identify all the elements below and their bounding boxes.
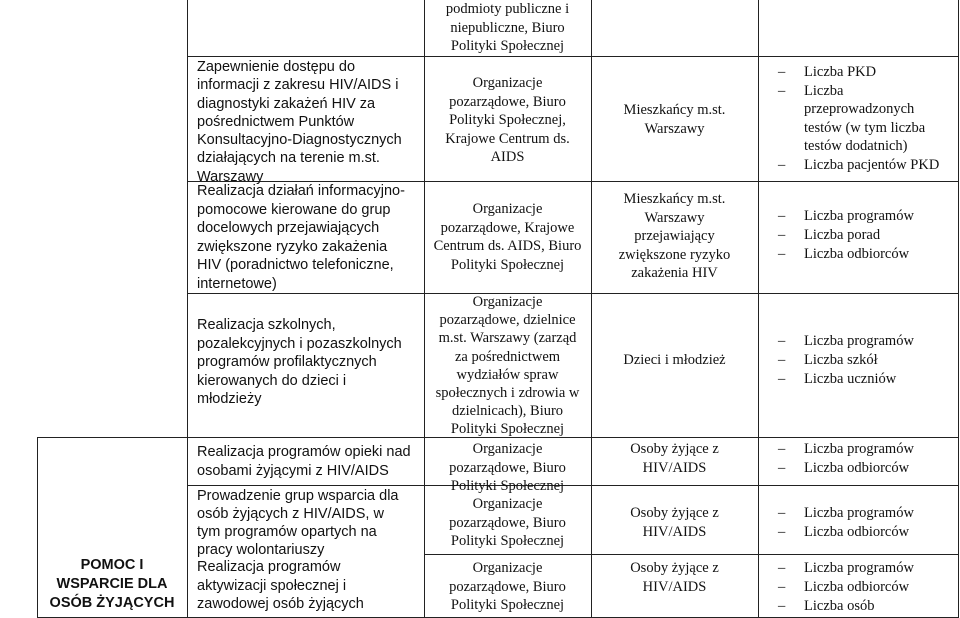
dash-icon: –: [778, 524, 786, 540]
activity-line: programów profilaktycznych: [197, 354, 377, 371]
activity-line: docelowych przejawiających: [197, 220, 380, 237]
executor-line: pozarządowe, Biuro: [449, 578, 566, 595]
indicator-text: Liczba pacjentów PKD: [804, 156, 940, 173]
activity-cell: [197, 182, 405, 294]
dash-icon: –: [778, 598, 786, 614]
executor-cell: [424, 0, 591, 56]
recipient-cell: [591, 504, 758, 542]
executor-cell: [424, 74, 591, 167]
table-border: [758, 0, 759, 618]
executor-cell: [424, 440, 591, 496]
activity-line: internetowe): [197, 275, 277, 292]
indicator-text: Liczba: [804, 82, 844, 99]
recipient-cell: [591, 101, 758, 139]
recipient-line: zakażenia HIV: [631, 265, 718, 282]
recipient-cell: [591, 440, 758, 478]
executor-line: Polityki Społecznej: [450, 597, 565, 613]
indicator-text: Liczba programów: [804, 208, 914, 224]
indicator-cell: [778, 63, 958, 174]
indicator-item: [778, 440, 958, 459]
recipient-line: zwiększone ryzyko: [618, 246, 731, 263]
executor-line: Krajowe Centrum ds.: [445, 130, 570, 147]
table-border: [187, 0, 188, 618]
executor-line: społecznych i zdrowia w: [435, 385, 580, 402]
dash-icon: –: [778, 64, 786, 80]
indicator-item: [778, 523, 958, 542]
activity-line: Realizacja działań informacyjno-: [197, 183, 405, 199]
recipient-cell: [591, 190, 758, 283]
executor-cell: [424, 293, 591, 439]
activity-line: pozalekcyjnych i pozaszkolnych: [197, 335, 402, 352]
executor-line: pozarządowe, dzielnice: [439, 312, 576, 329]
executor-line: Organizacje: [472, 496, 543, 512]
executor-line: niepubliczne, Biuro: [450, 19, 565, 36]
recipient-line: Osoby żyjące z: [630, 560, 719, 576]
activity-line: osób żyjących z HIV/AIDS, w: [197, 506, 384, 522]
executor-line: Organizacje: [472, 560, 543, 576]
indicator-text: Liczba szkół: [804, 352, 878, 368]
indicator-text: Liczba odbiorców: [804, 524, 910, 540]
executor-line: podmioty publiczne i: [445, 1, 570, 17]
indicator-text: testów (w tym liczba: [804, 119, 926, 136]
activity-cell: [197, 558, 364, 614]
recipient-line: Warszawy: [644, 121, 705, 137]
executor-line: Organizacje: [472, 294, 543, 310]
indicator-item: [778, 370, 958, 389]
recipient-line: przejawiający: [634, 228, 715, 245]
indicator-item: [778, 332, 958, 351]
executor-line: Polityki Społecznej: [450, 256, 565, 273]
activity-cell: [197, 316, 402, 409]
activity-line: pośrednictwem Punktów: [197, 113, 355, 130]
recipient-line: HIV/AIDS: [642, 579, 707, 595]
indicator-text: Liczba porad: [804, 227, 881, 243]
indicator-item: [778, 597, 958, 616]
activity-line: Konsultacyjno-Diagnostycznych: [197, 132, 402, 149]
indicator-text: Liczba uczniów: [804, 371, 897, 387]
activity-line: tym programów opartych na: [197, 524, 377, 540]
section-header-line: POMOC I: [80, 557, 144, 573]
dash-icon: –: [778, 352, 786, 368]
activity-line: Realizacja szkolnych,: [197, 317, 336, 333]
dash-icon: –: [778, 246, 786, 262]
executor-line: za pośrednictwem: [454, 348, 561, 365]
indicator-text: Liczba programów: [804, 505, 914, 521]
indicator-item: [778, 63, 958, 82]
executor-line: Organizacje: [472, 441, 543, 457]
executor-line: Organizacje: [472, 75, 543, 91]
indicator-cell: [778, 559, 958, 616]
dash-icon: –: [778, 82, 786, 99]
recipient-line: Osoby żyjące z: [630, 505, 719, 521]
indicator-item: [778, 226, 958, 245]
dash-icon: –: [778, 460, 786, 476]
indicator-text: Liczba PKD: [804, 64, 877, 80]
executor-line: AIDS: [490, 149, 525, 165]
activity-line: pracy wolontariuszy: [197, 542, 325, 558]
dash-icon: –: [778, 208, 786, 224]
dash-icon: –: [778, 505, 786, 521]
activity-line: działających na terenie m.st.: [197, 150, 380, 167]
table-border: [187, 56, 959, 57]
indicator-item: [778, 207, 958, 226]
indicator-text: Liczba odbiorców: [804, 246, 910, 262]
table-border: [424, 554, 959, 555]
activity-cell: [197, 443, 411, 480]
activity-cell: [197, 58, 402, 186]
executor-line: m.st. Warszawy (zarząd: [438, 330, 577, 347]
indicator-text: przeprowadzonych: [804, 101, 915, 117]
indicator-cell: [778, 504, 958, 542]
executor-line: Polityki Społecznej: [450, 421, 565, 438]
activity-line: Warszawy: [197, 168, 264, 185]
section-header-line: OSÓB ŻYJĄCYCH: [49, 595, 175, 611]
activity-line: aktywizacji społecznej i: [197, 577, 347, 594]
executor-cell: [424, 559, 591, 615]
dash-icon: –: [778, 156, 786, 173]
executor-line: Polityki Społecznej: [450, 38, 565, 54]
dash-icon: –: [778, 560, 786, 576]
activity-line: Realizacja programów: [197, 559, 341, 575]
indicator-item: [778, 245, 958, 264]
indicator-text: Liczba programów: [804, 560, 914, 576]
executor-line: pozarządowe, Biuro: [449, 459, 566, 476]
indicator-cell: [778, 207, 958, 264]
recipient-line: Warszawy: [644, 209, 705, 226]
dash-icon: –: [778, 579, 786, 595]
executor-line: pozarządowe, Biuro: [449, 93, 566, 110]
indicator-text: testów dodatnich): [804, 138, 908, 154]
indicator-item: [778, 459, 958, 478]
indicator-item: [778, 578, 958, 597]
activity-line: diagnostyki zakażeń HIV za: [197, 95, 376, 112]
indicator-text: Liczba osób: [804, 598, 875, 614]
recipient-line: Osoby żyjące z: [630, 441, 719, 457]
indicator-item: [778, 351, 958, 370]
executor-line: Polityki Społecznej: [450, 533, 565, 549]
executor-cell: [424, 495, 591, 551]
executor-line: wydziałów spraw: [456, 366, 559, 383]
executor-line: Centrum ds. AIDS, Biuro: [433, 238, 582, 254]
indicator-item: [778, 156, 958, 175]
indicator-text: Liczba programów: [804, 441, 914, 457]
recipient-line: HIV/AIDS: [642, 460, 707, 476]
indicator-item: [778, 504, 958, 523]
table-border: [958, 0, 959, 618]
executor-line: dzielnicach), Biuro: [451, 403, 564, 420]
dash-icon: –: [778, 227, 786, 243]
recipient-line: Mieszkańcy m.st.: [623, 102, 726, 118]
activity-line: Zapewnienie dostępu do: [197, 59, 356, 75]
activity-line: HIV (poradnictwo telefoniczne,: [197, 257, 394, 274]
activity-line: informacji z zakresu HIV/AIDS i: [197, 77, 399, 94]
recipient-cell: [591, 351, 758, 370]
recipient-cell: [591, 559, 758, 597]
activity-cell: [197, 487, 399, 559]
dash-icon: –: [778, 441, 786, 457]
indicator-text: Liczba programów: [804, 333, 914, 349]
activity-line: zawodowej osób żyjących: [197, 596, 364, 613]
indicator-text: Liczba odbiorców: [804, 460, 910, 476]
activity-line: osobami żyjącymi z HIV/AIDS: [197, 462, 389, 479]
dash-icon: –: [778, 333, 786, 349]
section-header-line: WSPARCIE DLA: [56, 576, 168, 592]
executor-line: pozarządowe, Biuro: [449, 514, 566, 531]
executor-cell: [424, 200, 591, 274]
indicator-item: [778, 559, 958, 578]
activity-line: Prowadzenie grup wsparcia dla: [197, 488, 399, 504]
indicator-cell: [778, 332, 958, 389]
executor-line: Polityki Społecznej,: [449, 112, 566, 128]
indicator-text: Liczba odbiorców: [804, 579, 910, 595]
recipient-line: Dzieci i młodzież: [623, 352, 726, 368]
activity-line: młodzieży: [197, 391, 262, 408]
executor-line: pozarządowe, Krajowe: [440, 219, 575, 236]
executor-line: Organizacje: [472, 201, 543, 217]
section-header: [38, 556, 186, 613]
recipient-line: Mieszkańcy m.st.: [623, 191, 726, 207]
executor-line: Polityki Społecznej: [450, 478, 565, 494]
activity-line: Realizacja programów opieki nad: [197, 444, 411, 460]
indicator-cell: [778, 440, 958, 478]
recipient-line: HIV/AIDS: [642, 524, 707, 540]
activity-line: kierowanych do dzieci i: [197, 372, 347, 389]
indicator-item: [778, 82, 958, 101]
activity-line: zwiększone ryzyko zakażenia: [197, 238, 388, 255]
activity-line: pomocowe kierowane do grup: [197, 201, 391, 218]
dash-icon: –: [778, 371, 786, 387]
